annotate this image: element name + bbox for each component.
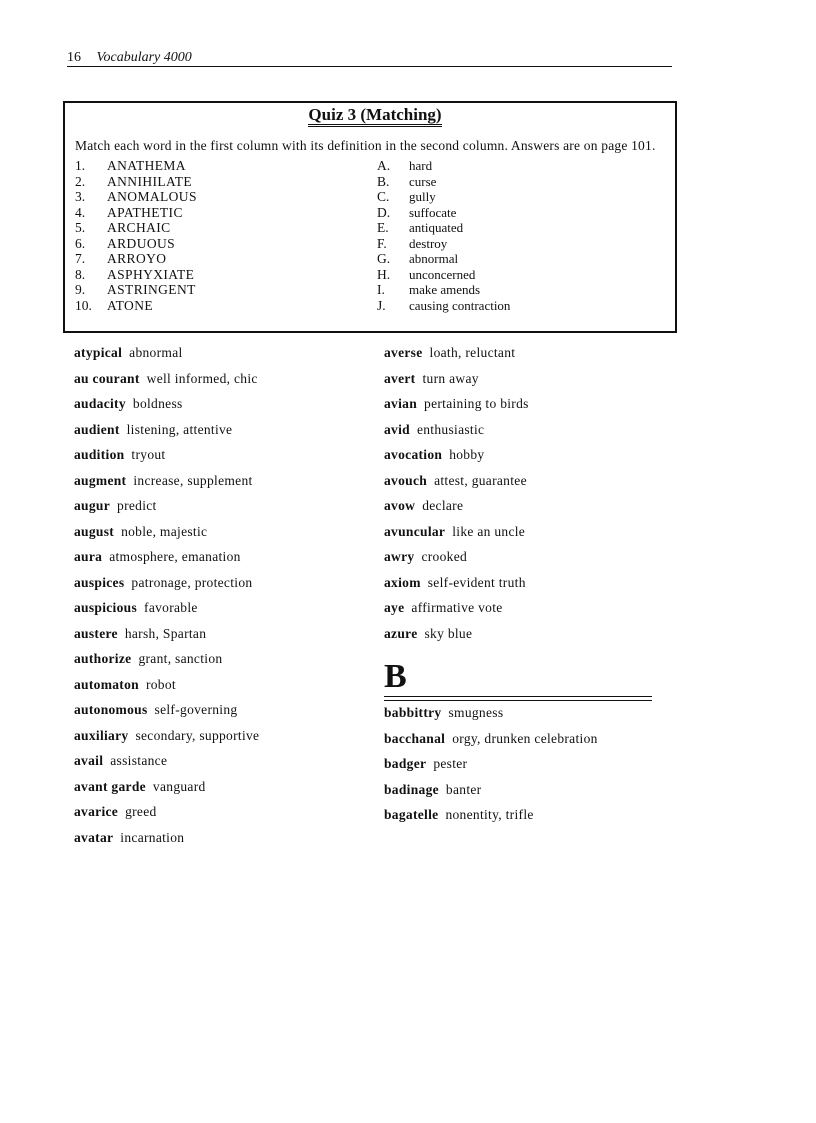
glossary-definition: affirmative vote	[411, 600, 503, 615]
glossary-entry	[74, 497, 374, 523]
glossary-definition: harsh, Spartan	[124, 625, 207, 641]
glossary-term: au courant	[74, 370, 140, 386]
glossary-entry	[74, 803, 374, 829]
quiz-word-row	[75, 174, 197, 190]
quiz-word-row	[75, 298, 197, 314]
glossary-entry	[74, 727, 374, 753]
quiz-word: ARDUOUS	[107, 235, 176, 251]
quiz-definition-letter: H.	[377, 266, 391, 282]
quiz-definition: destroy	[409, 235, 448, 251]
glossary-entry	[384, 421, 684, 447]
glossary-term: averse	[384, 345, 423, 360]
page-number: 16	[67, 50, 81, 65]
glossary-term: avert	[384, 370, 416, 386]
quiz-definition-row	[377, 205, 510, 221]
glossary-term: avian	[384, 396, 418, 411]
quiz-definition-letter: I.	[377, 282, 385, 297]
quiz-definition-row	[377, 298, 510, 314]
quiz-word: ANOMALOUS	[107, 189, 197, 204]
glossary-term: audacity	[74, 396, 126, 411]
quiz-definition-letter: E.	[377, 220, 389, 235]
glossary-entry	[384, 806, 684, 832]
glossary-term: atypical	[74, 345, 123, 360]
glossary-entry	[384, 370, 684, 396]
section-rule	[384, 696, 652, 701]
glossary-definition: pester	[433, 756, 468, 771]
quiz-definition: causing contraction	[409, 297, 511, 313]
glossary-term: badinage	[384, 781, 439, 797]
quiz-word-number: 8.	[75, 266, 86, 282]
glossary-definition: banter	[445, 781, 482, 797]
glossary-definition: nonentity, trifle	[445, 807, 534, 822]
glossary-entry	[74, 752, 374, 778]
glossary-definition: attest, guarantee	[434, 472, 527, 488]
quiz-word-number: 6.	[75, 235, 86, 251]
glossary-definition: favorable	[144, 600, 198, 615]
quiz-definition-letter: J.	[377, 297, 386, 313]
quiz-definition: hard	[409, 158, 433, 173]
glossary-entry	[384, 395, 684, 421]
glossary-definition: smugness	[448, 705, 504, 720]
glossary-definition: self-evident truth	[427, 574, 526, 590]
quiz-word-number: 1.	[75, 158, 86, 173]
quiz-word-number: 5.	[75, 220, 86, 235]
glossary-term: automaton	[74, 676, 139, 692]
quiz-instructions: Match each word in the first column with its definition in the second column. Answers are on page 101.	[75, 138, 656, 153]
quiz-definition-row	[377, 251, 510, 267]
glossary-definition: hobby	[449, 447, 485, 462]
glossary-entry	[74, 472, 374, 498]
quiz-word: ASTRINGENT	[107, 282, 196, 297]
book-title: Vocabulary 4000	[96, 50, 192, 65]
quiz-word: ARROYO	[107, 251, 167, 266]
glossary-term: bacchanal	[384, 730, 446, 746]
glossary-entry	[384, 472, 684, 498]
glossary-entry	[74, 676, 374, 702]
quiz-word: APATHETIC	[107, 204, 183, 220]
quiz-word-number: 7.	[75, 251, 86, 266]
glossary-term: aye	[384, 600, 405, 615]
glossary-entry	[384, 704, 684, 730]
glossary-term: badger	[384, 756, 427, 771]
glossary-entry	[74, 701, 374, 727]
glossary-term: avow	[384, 498, 416, 513]
glossary-definition: vanguard	[152, 778, 206, 794]
glossary-definition: enthusiastic	[416, 421, 485, 437]
glossary-term: aura	[74, 549, 103, 564]
glossary-term: augur	[74, 498, 111, 513]
section-letter: B	[384, 658, 407, 695]
quiz-word-number: 9.	[75, 282, 86, 297]
glossary-entry	[384, 523, 684, 549]
quiz-word-number: 2.	[75, 173, 86, 189]
quiz-definition-row	[377, 267, 510, 283]
glossary-entry	[384, 599, 684, 625]
glossary-entry	[74, 421, 374, 447]
glossary-entry	[74, 778, 374, 804]
quiz-word-row	[75, 267, 197, 283]
quiz-title-text: Quiz 3 (Matching)	[308, 105, 441, 127]
glossary-entry	[384, 344, 684, 370]
quiz-definition-row	[377, 236, 510, 252]
glossary-term: august	[74, 523, 115, 539]
glossary-term: bagatelle	[384, 807, 439, 822]
glossary-term: austere	[74, 625, 118, 641]
glossary-term: auspicious	[74, 600, 138, 615]
quiz-definition: abnormal	[409, 251, 459, 266]
glossary-definition: robot	[145, 676, 176, 692]
glossary-term: avouch	[384, 472, 428, 488]
section-heading-b	[384, 654, 684, 704]
glossary-definition: crooked	[421, 549, 468, 564]
glossary-term: auxiliary	[74, 727, 129, 743]
quiz-word: ATONE	[107, 297, 154, 313]
quiz-box	[63, 101, 677, 333]
quiz-word-column	[75, 158, 197, 313]
quiz-definition: curse	[409, 173, 437, 189]
glossary-definition: atmosphere, emanation	[109, 549, 241, 564]
glossary-entry	[74, 829, 374, 855]
glossary-term: audition	[74, 447, 125, 462]
glossary-entry	[384, 781, 684, 807]
glossary-term: awry	[384, 549, 415, 564]
glossary-definition: incarnation	[120, 829, 185, 845]
glossary-term: avatar	[74, 829, 114, 845]
quiz-word-row	[75, 158, 197, 174]
glossary-definition: boldness	[132, 396, 183, 411]
glossary-right-column	[384, 344, 684, 832]
glossary-entry	[74, 395, 374, 421]
glossary-definition: grant, sanction	[138, 651, 223, 666]
glossary-entry	[74, 650, 374, 676]
glossary-definition: secondary, supportive	[135, 727, 260, 743]
glossary-definition: increase, supplement	[133, 472, 253, 488]
glossary-definition: declare	[422, 498, 464, 513]
quiz-word: ARCHAIC	[107, 220, 171, 235]
glossary-entry	[384, 548, 684, 574]
quiz-word-number: 4.	[75, 204, 86, 220]
glossary-entry	[74, 370, 374, 396]
quiz-definition-row	[377, 158, 510, 174]
quiz-columns	[75, 158, 675, 318]
glossary-definition: listening, attentive	[126, 421, 233, 437]
quiz-definition-column	[377, 158, 510, 313]
quiz-word: ASPHYXIATE	[107, 266, 195, 282]
quiz-definition-row	[377, 189, 510, 205]
quiz-definition: gully	[409, 189, 436, 204]
glossary-definition: orgy, drunken celebration	[452, 730, 598, 746]
quiz-word-row	[75, 220, 197, 236]
glossary-definition: turn away	[422, 370, 479, 386]
glossary-term: autonomous	[74, 702, 148, 717]
glossary-entry	[384, 755, 684, 781]
glossary-definition: loath, reluctant	[429, 345, 516, 360]
quiz-definition-letter: G.	[377, 251, 391, 266]
glossary-entry	[384, 497, 684, 523]
glossary-entry	[74, 446, 374, 472]
quiz-word-row	[75, 205, 197, 221]
glossary-entry	[74, 574, 374, 600]
glossary-term: avid	[384, 421, 410, 437]
glossary-entry	[384, 730, 684, 756]
glossary-term: audient	[74, 421, 120, 437]
quiz-definition-letter: B.	[377, 173, 390, 189]
quiz-word: ANATHEMA	[107, 158, 186, 173]
quiz-word-row	[75, 282, 197, 298]
quiz-definition-row	[377, 282, 510, 298]
glossary-entry	[74, 344, 374, 370]
glossary-term: avant garde	[74, 778, 146, 794]
quiz-word-row	[75, 189, 197, 205]
glossary-definition: assistance	[110, 753, 168, 768]
quiz-word-row	[75, 236, 197, 252]
quiz-definition: unconcerned	[409, 266, 476, 282]
quiz-definition-letter: D.	[377, 204, 391, 220]
glossary-term: azure	[384, 625, 418, 641]
glossary-definition: like an uncle	[452, 523, 526, 539]
quiz-definition-letter: C.	[377, 189, 390, 204]
quiz-definition-row	[377, 220, 510, 236]
glossary-term: babbittry	[384, 705, 442, 720]
glossary-left-column	[74, 344, 374, 854]
glossary-term: avuncular	[384, 523, 446, 539]
running-head	[67, 50, 672, 67]
quiz-word-number: 3.	[75, 189, 86, 204]
quiz-definition: suffocate	[409, 204, 457, 220]
quiz-word-row	[75, 251, 197, 267]
glossary-definition: patronage, protection	[131, 574, 253, 590]
glossary-definition: self-governing	[154, 702, 238, 717]
glossary-entry	[384, 574, 684, 600]
quiz-definition: make amends	[409, 282, 481, 297]
glossary-entry	[74, 625, 374, 651]
glossary-entry	[74, 523, 374, 549]
glossary-entry	[384, 625, 684, 651]
glossary-definition: greed	[125, 804, 157, 819]
glossary-definition: sky blue	[424, 625, 473, 641]
glossary-term: avocation	[384, 447, 443, 462]
quiz-definition-row	[377, 174, 510, 190]
glossary-term: avarice	[74, 804, 119, 819]
quiz-definition-letter: F.	[377, 235, 387, 251]
glossary-definition: noble, majestic	[121, 523, 208, 539]
glossary-definition: abnormal	[129, 345, 183, 360]
quiz-title	[75, 105, 675, 125]
glossary-entry	[74, 599, 374, 625]
glossary-definition: tryout	[131, 447, 166, 462]
glossary-definition: pertaining to birds	[424, 396, 529, 411]
quiz-word: ANNIHILATE	[107, 173, 192, 189]
glossary-definition: well informed, chic	[146, 370, 258, 386]
glossary-term: augment	[74, 472, 127, 488]
glossary-definition: predict	[117, 498, 157, 513]
glossary-entry	[384, 446, 684, 472]
quiz-word-number: 10.	[75, 297, 92, 313]
quiz-definition: antiquated	[409, 220, 464, 235]
glossary-term: authorize	[74, 651, 132, 666]
glossary-entry	[74, 548, 374, 574]
glossary-term: auspices	[74, 574, 125, 590]
glossary-term: avail	[74, 753, 104, 768]
quiz-definition-letter: A.	[377, 158, 391, 173]
glossary-term: axiom	[384, 574, 421, 590]
